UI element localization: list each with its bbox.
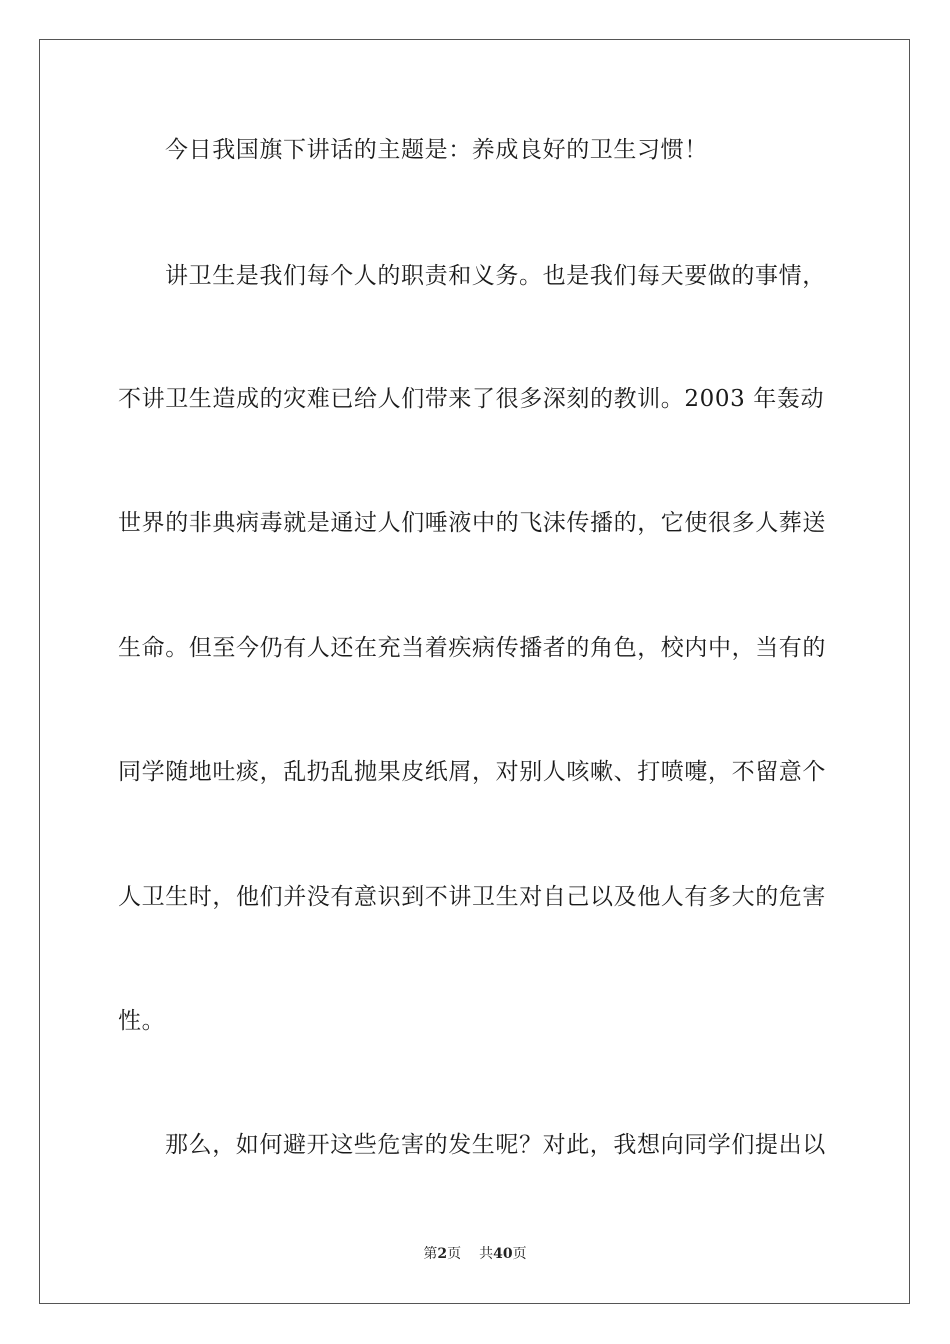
total-suffix: 页	[512, 1246, 527, 1262]
page-border	[39, 39, 910, 1304]
paragraph-line-2: 讲卫生是我们每个人的职责和义务。也是我们每天要做的事情，	[165, 263, 826, 289]
paragraph-line-8: 性。	[118, 1008, 166, 1034]
paragraph-line-5: 生命。但至今仍有人还在充当着疾病传播者的角色，校内中，当有的	[118, 635, 826, 661]
total-pages: 40	[493, 1246, 513, 1262]
paragraph-line-1: 今日我国旗下讲话的主题是：养成良好的卫生习惯！	[165, 137, 708, 163]
page-footer	[0, 1245, 950, 1263]
paragraph-line-7: 人卫生时，他们并没有意识到不讲卫生对自己以及他人有多大的危害	[118, 884, 826, 910]
paragraph-line-9: 那么，如何避开这些危害的发生呢？对此，我想向同学们提出以	[165, 1132, 826, 1158]
page-number: 2	[437, 1246, 448, 1262]
page-suffix: 页	[447, 1246, 462, 1262]
page-prefix: 第	[423, 1246, 438, 1262]
paragraph-line-6: 同学随地吐痰，乱扔乱抛果皮纸屑，对别人咳嗽、打喷嚏，不留意个	[118, 759, 826, 785]
paragraph-line-4: 世界的非典病毒就是通过人们唾液中的飞沫传播的，它使很多人葬送	[118, 510, 826, 536]
total-prefix: 共	[479, 1246, 494, 1262]
paragraph-line-3: 不讲卫生造成的灾难已给人们带来了很多深刻的教训。2003 年轰动	[118, 386, 825, 412]
